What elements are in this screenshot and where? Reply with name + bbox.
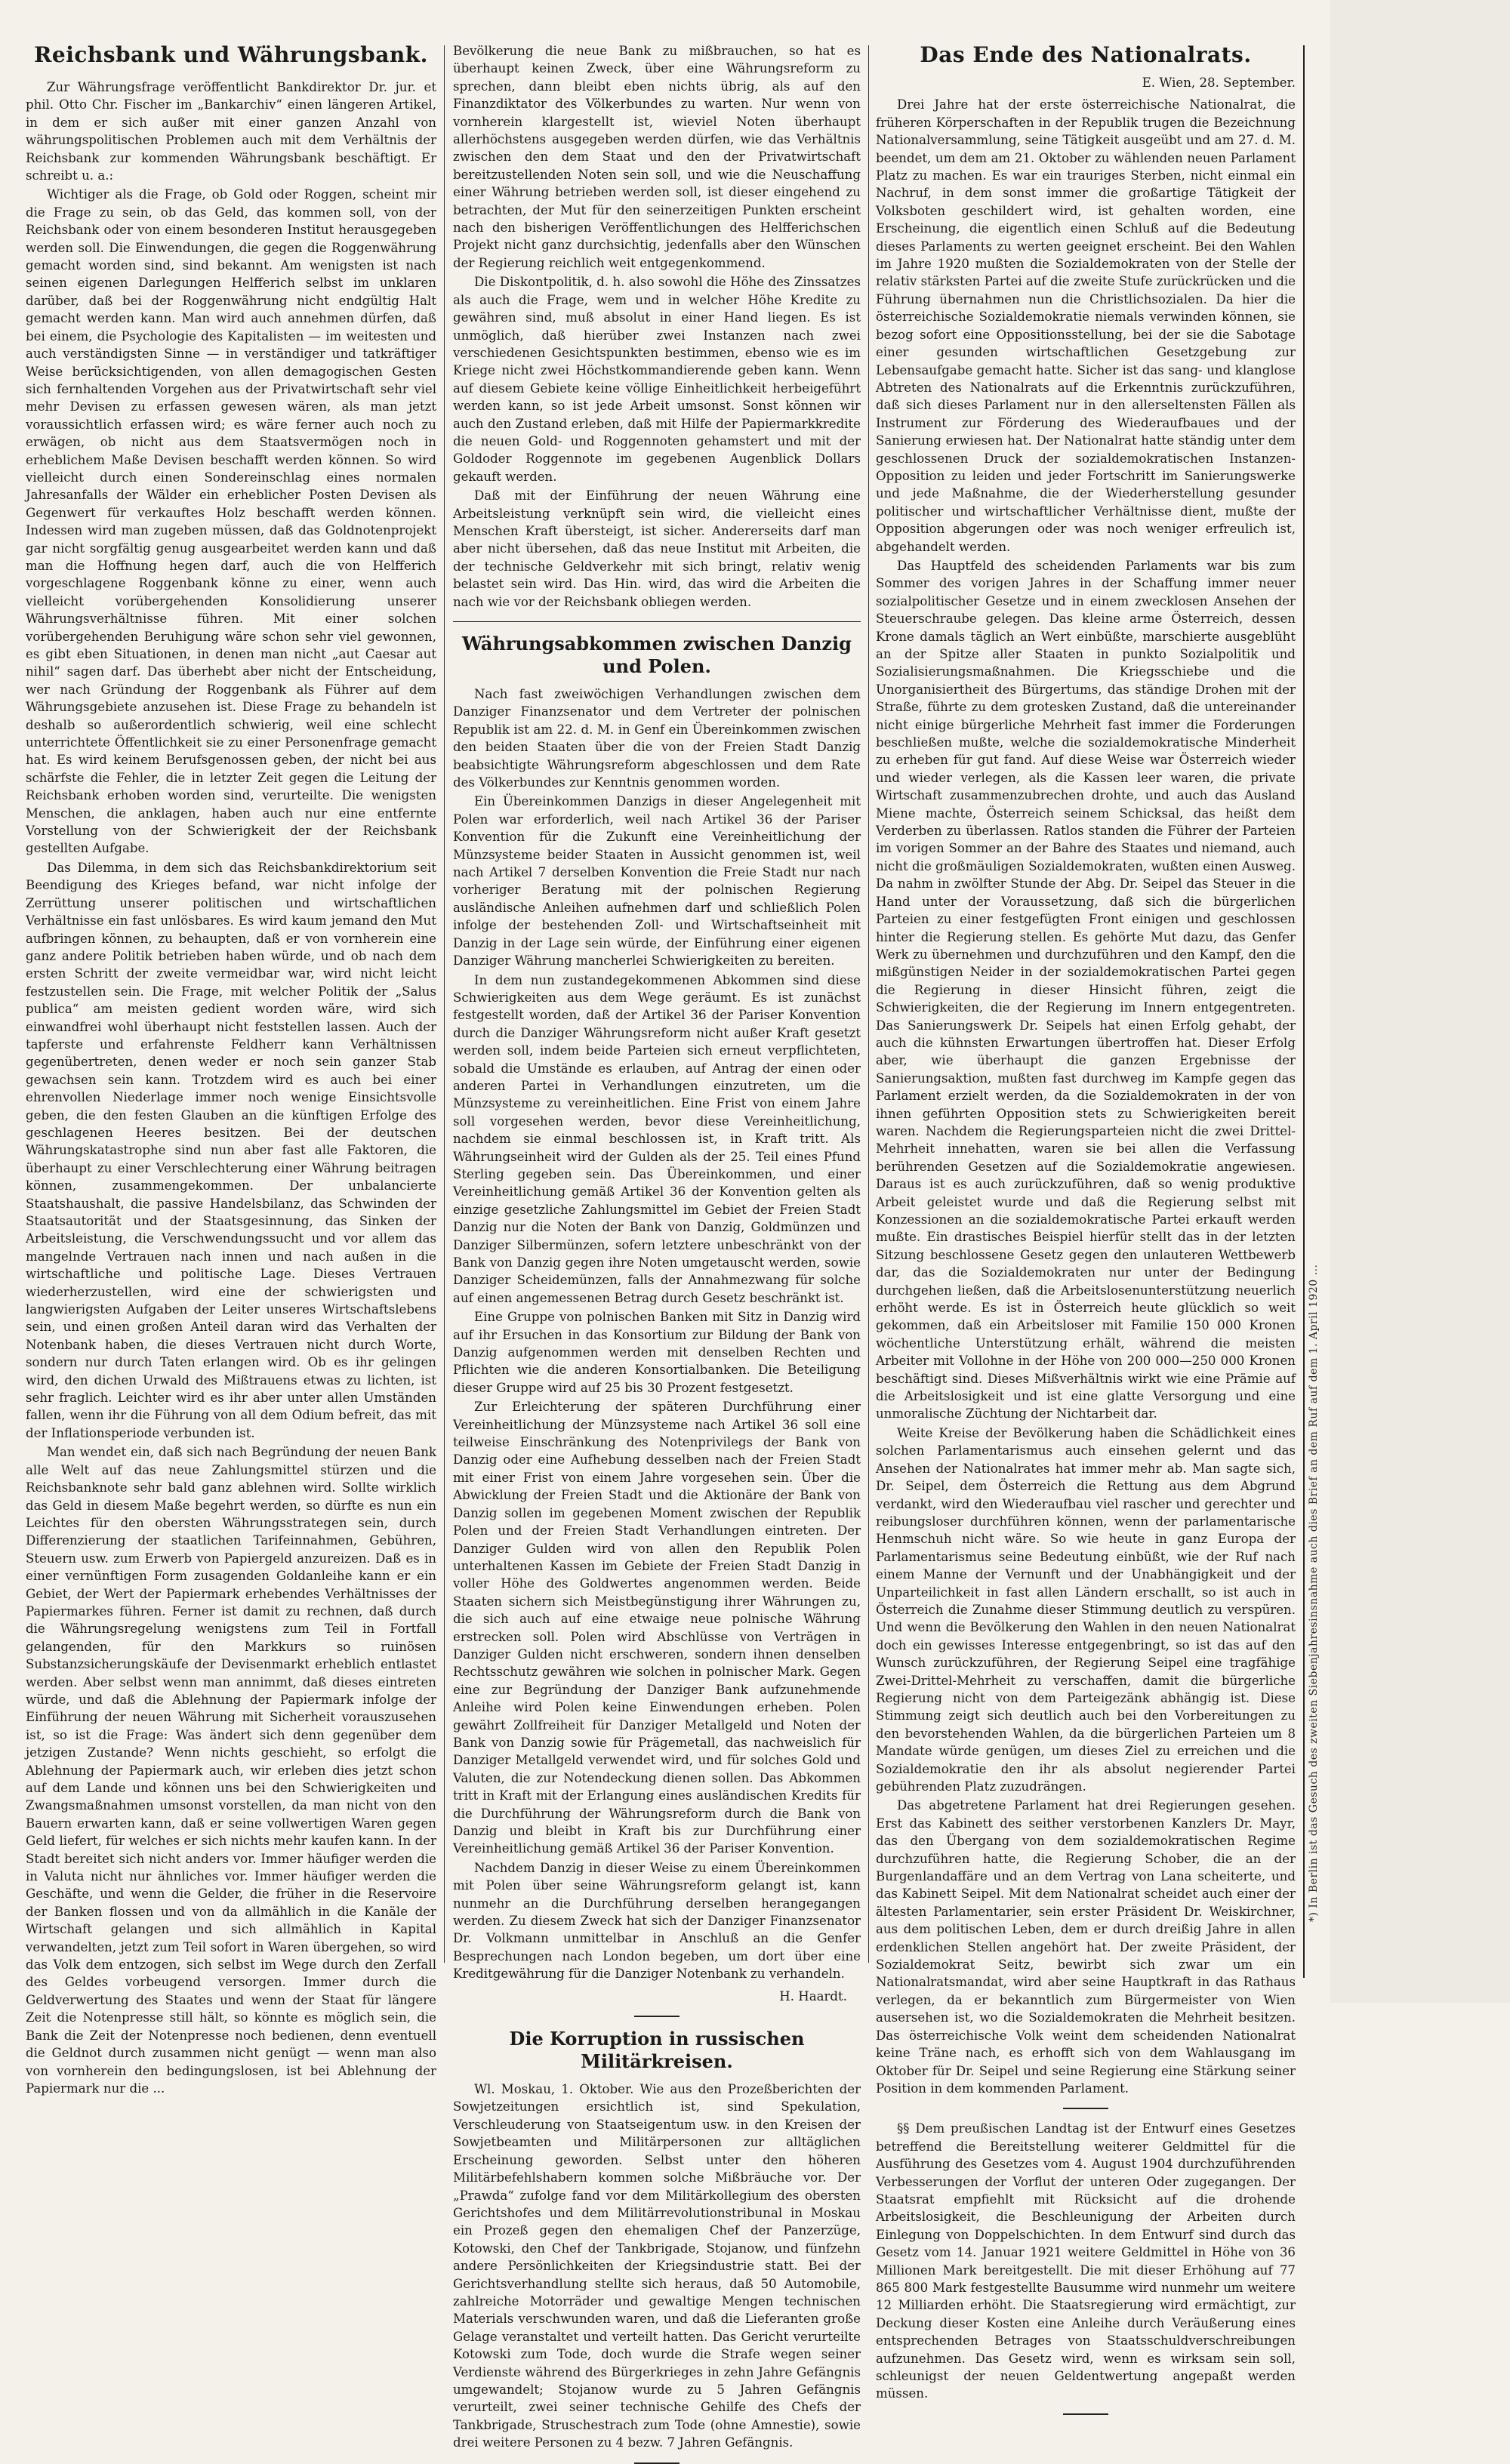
paragraph: In dem nun zustandegekommenen Abkommen sind diese Schwierigkeiten aus dem Wege geräumt. Es ist zunächst festgestellt worden, daß der Artikel 36 der Pariser Konvention durch die Danziger Währungsreform nicht außer Kraft gesetzt werden soll, indem beide Parteien sich erneut verpflichteten, sobald die Umstände es erlauben, auf Antrag der einen oder anderen Partei in Verhandlungen einzutreten, um die Münzsysteme zu vereinheitlichen. Eine Frist von einem Jahre soll vorgesehen werden, bevor diese Vereinheitlichung, nachdem sie einmal beschlossen ist, in Kraft tritt. Als Währungseinheit wird der Gulden als der 25. Teil eines Pfund Sterling gegeben sein. Das Übereinkommen, und einer Vereinheitlichung gemäß Artikel 36 der Konvention gelten als einzige gesetzliche Zahlungsmittel im Gebiet der Freien Stadt Danzig nur die Noten der Bank von Danzig, Goldmünzen und Danziger Silbermünzen, sofern letztere unbeschränkt von der Bank von Danzig gegen ihre Noten umgetauscht werden, sowie Danziger Scheidemünzen, falls der Annahmezwang für solche auf einen angemessenen Betrag durch Gesetz beschränkt ist. xyxy=(453,972,861,1305)
paragraph: Daß mit der Einführung der neuen Währung eine Arbeitsleistung verknüpft sein wird, die vielleicht eines Menschen Kraft übersteigt, ist sicher. Andererseits darf man aber nicht übersehen, daß das neue Institut mit Arbeiten, die der technische Geldverkehr mit sich bringt, relativ wenig belastet sein wird. Das Hin. wird, das wird die Arbeiten die nach wie vor der Reichsbank obliegen werden. xyxy=(453,488,861,609)
section-rule xyxy=(453,621,861,622)
column-middle xyxy=(453,42,861,2450)
column-left xyxy=(26,42,436,2096)
paragraph: Bevölkerung die neue Bank zu mißbrauchen, so hat es überhaupt keinen Zweck, über eine Währungsreform zu sprechen, dann bleibt eben nichts übrig, als auf den Finanzdiktator des Völkerbundes zu warten. Nur wenn von vornherein klargestellt ist, wieviel Noten überhaupt allerhöchstens ausgegeben werden dürfen, wie das Verhältnis zwischen den dem Staat und den der Privatwirtschaft bereitzustellenden Noten sein soll, und wie die Neuschaffung einer Währung betrieben werden soll, ist dieser eingehend zu betrachten, der Mut für den seinerzeitigen Punkten erscheint nach den bisherigen Veröffentlichungen des Helfferichschen Projekt nicht ganz durchsichtig, jedenfalls aber den Wünschen der Regierung reichlich weit entgegenkommend. xyxy=(453,44,861,270)
paragraph: Zur Erleichterung der späteren Durchführung einer Vereinheitlichung der Münzsysteme nach Artikel 36 soll eine teilweise Einschränkung des Notenprivilegs der Bank von Danzig oder eine Aufhebung desselben nach der Freien Stadt mit einer Frist von einem Jahre vorgesehen sein. Über die Abwicklung der Freien Stadt und die Aktionäre der Bank von Danzig sollen im gegebenen Moment zwischen der Republik Polen und der Freien Stadt Verhandlungen eintreten. Der Danziger Gulden wird von allen den Republik Polen unterhaltenen Kassen im Gebiete der Freien Stadt Danzig in voller Höhe des Goldwertes angenommen werden. Beide Staaten sichern sich Meistbegünstigung ihrer Währungen zu, die sich auch auf eine etwaige neue polnische Währung erstrecken soll. Polen wird Abschlüsse von Verträgen in Danziger Gulden nicht erschweren, sondern ihnen denselben Rechtsschutz gewähren wie solchen in polnischer Mark. Gegen eine zur Begründung der Danziger Bank aufzunehmende Anleihe wird Polen keine Einwendungen erheben. Polen gewährt Zollfreiheit für Danziger Metallgeld und Noten der Bank von Danzig sowie für Prägemetall, das nachweislich für Danziger Metallgeld verwendet wird, und für solches Gold und Valuten, die zur Notendeckung dienen sollen. Das Abkommen tritt in Kraft mit der Erlangung eines ausländischen Kredits für die Durchführung der Währungsreform durch die Bank von Danzig und bleibt in Kraft bis zur Durchführung einer Vereinheitlichung gemäß Artikel 36 der Pariser Konvention. xyxy=(453,1400,861,1856)
article-title-danzig: Währungsabkommen zwischen Danzig und Polen. xyxy=(462,633,852,677)
dateline: E. Wien, 28. September. xyxy=(1142,75,1296,90)
rotated-edge-text xyxy=(1305,72,1329,1930)
paragraph: Man wendet ein, daß sich nach Begründung der neuen Bank alle Welt auf das neue Zahlungsmittel stürzen und die Reichsbanknote sehr bald ganz ablehnen wird. Sollte wirklich das Geld in diesem Maße begehrt werden, so dürfte es nun ein Leichtes für den obersten Währungsstrategen sein, durch Differenzierung der staatlichen Tarifeinnahmen, Gebühren, Steuern usw. zum Erwerb von Papiergeld anzureizen. Daß es in einer vernünftigen Form zusagenden Goldanleihe kann er ein Gebiet, der Wert der Papiermark erhebendes Verhältnisses der Papiermarkes führen. Ferner ist damit zu rechnen, daß durch die Währungsregelung wenigstens zum Teil in Fortfall gelangenden, für den Markkurs so ruinösen Substanzsicherungskäufe der Devisenmarkt erheblich entlastet werden. Aber selbst wenn man annimmt, daß dieses eintreten würde, und daß die Ablehnung der Papiermark infolge der Einführung der neuen Währung mit Sicherheit vorauszusehen ist, so ist die Frage: Was ändert sich denn gegenüber dem jetzigen Zustande? Wenn nichts geschieht, so erfolgt die Ablehnung der Papiermark auch, wir erleben dies jetzt schon auf dem Lande und können uns bei den Schwierigkeiten und Zwangsmaßnahmen umsonst vorstellen, da man nicht von den Bauern erwarten kann, daß er seine vollwertigen Waren gegen Geld liefert, für welches er sich nichts mehr kaufen kann. In der Stadt bereitet sich nicht anders vor. Immer häufiger werden die in Valuta nicht nur ähnliches vor. Immer häufiger werden die Geschäfte, und wenn die Gelder, die früher in die Reservoire der Banken flossen und von da allmählich in die Kanäle der Wirtschaft gelangen und sich allmählich in Kapital verwandelten, jetzt zum Teil sofort in Waren übergehen, so wird das Volk dem entzogen, sich selbst im Wege durch den Zerfall des Geldes vorbeugend versorgen. Immer durch die Geldverwertung des Staates und wenn der Staat für längere Zeit die Notenpresse still hält, so könnte es möglich sein, die Bank die Zeit der Notenpresse noch bedienen, denn eventuell die Geldnot durch zusammen nicht genügt — wenn man also von vornherein den bedingungslosen, ist bei Ablehnung der Papiermark nur die ... xyxy=(26,1445,436,2096)
article-title-reichsbank: Reichsbank und Währungsbank. xyxy=(34,42,428,67)
paragraph: Wl. Moskau, 1. Oktober. Wie aus den Prozeßberichten der Sowjetzeitungen ersichtlich ist, sind Spekulation, Verschleuderung von Staatseigentum usw. in den Kreisen der Sowjetbeamten und Militärpersonen zur alltäglichen Erscheinung geworden. Selbst unter den höheren Militärbefehlshabern kommen solche Mißbräuche vor. Der „Prawda“ zufolge fand vor dem Militärkollegium des obersten Gerichtshofes und dem Militärrevolutionstribunal in Moskau ein Prozeß gegen den ehemaligen Chef der Panzerzüge, Kotowski, den Chef der Tankbrigade, Stojanow, und fünfzehn andere Persönlichkeiten der Kriegsindustrie statt. Bei der Gerichtsverhandlung stellte sich heraus, daß 50 Automobile, zahlreiche Motorräder und gewaltige Mengen technischen Materials verschwunden waren, und daß die Lieferanten große Gelage veranstaltet und verteilt hatten. Das Gericht verurteilte Kotowski zum Tode, doch wurde die Strafe wegen seiner Verdienste während des Bürgerkrieges in zehn Jahre Gefängnis umgewandelt; Stojanow wurde zu 5 Jahren Gefängnis verurteilt, zwei seiner technische Gehilfe des Chefs der Tankbrigade, Struschestrach zum Tode (ohne Amnestie), sowie drei weitere Personen zu 4 bezw. 7 Jahren Gefängnis. xyxy=(453,2082,861,2450)
section-rule xyxy=(634,2016,680,2017)
section-rule xyxy=(634,2462,680,2464)
article-title-korruption: Die Korruption in russischen Militärkreisen. xyxy=(509,2028,805,2073)
paragraph: Nach fast zweiwöchigen Verhandlungen zwischen dem Danziger Finanzsenator und dem Vertreter der polnischen Republik ist am 22. d. M. in Genf ein Übereinkommen zwischen den beiden Staaten über die von der Freien Stadt Danzig beabsichtigte Währungsreform abgeschlossen und dem Rate des Völkerbundes zur Kenntnis genommen worden. xyxy=(453,687,861,790)
paragraph: Ein Übereinkommen Danzigs in dieser Angelegenheit mit Polen war erforderlich, weil nach Artikel 36 der Pariser Konvention für die Zukunft eine Vereinheitlichung der Münzsysteme beider Staaten in Aussicht genommen ist, weil nach Artikel 7 derselben Konvention die Freie Stadt nur nach vorheriger Beratung mit der polnischen Regierung ausländische Anleihen aufnehmen darf und schließlich Polen infolge der bestehenden Zoll- und Wirtschaftseinheit mit Danzig in der Lage sein würde, der Einführung einer eigenen Danziger Währung mancherlei Schwierigkeiten zu bereiten. xyxy=(453,794,861,969)
edge-text: *) In Berlin ist das Gesuch des zweiten Siebenjahresinsnahme auch dies Brief an dem Ruf auf dem 1. April 1920 ... xyxy=(1308,1264,1320,1922)
paragraph: Eine Gruppe von polnischen Banken mit Sitz in Danzig wird auf ihr Ersuchen in das Konsortium zur Bildung der Bank von Danzig aufgenommen werden mit denselben Rechten und Pflichten wie die anderen Konsortialbanken. Die Beteiligung dieser Gruppe wird auf 25 bis 30 Prozent festgesetzt. xyxy=(453,1310,861,1395)
column-right xyxy=(876,42,1296,2401)
note-paragraph: §§ Dem preußischen Landtag ist der Entwurf eines Gesetzes betreffend die Bereitstellung weiterer Geldmittel für die Ausführung des Gesetzes vom 4. August 1904 durchzuführenden Verbesserungen der Vorflut der unteren Oder zugegangen. Der Staatsrat empfiehlt mit Rücksicht auf die drohende Arbeitslosigkeit, die Beschleunigung der Arbeiten durch Einlegung von Doppelschichten. In dem Entwurf sind durch das Gesetz vom 14. Januar 1921 weitere Geldmittel in Höhe von 36 Millionen Mark bereitgestellt. Die mit dieser Erhöhung auf 77 865 800 Mark festgestellte Bausumme wird nunmehr um weitere 12 Milliarden erhöht. Die Staatsregierung wird ermächtigt, zur Deckung dieser Kosten eine Anleihe durch Veräußerung eines entsprechenden Betrages von Staatsschuldverschreibungen aufzunehmen. Das Gesetz wird, wenn es wirksam sein soll, schleunigst der neuen Geldentwertung angepaßt werden müssen. xyxy=(876,2121,1296,2401)
blank-margin xyxy=(1330,0,1510,2003)
section-rule xyxy=(1063,2413,1108,2415)
paragraph: Das Hauptfeld des scheidenden Parlaments war bis zum Sommer des vorigen Jahres in der Schaffung immer neuer sozialpolitischer Gesetze und in einem zwecklosen Ansehen der Steuerschraube gelegen. Das kleine arme Österreich, dessen Krone damals täglich an Wert einbüßte, marschierte ausgeblüht an der Spitze aller Staaten in punkto Sozialpolitik und Sozialisierungsmaßnahmen. Die Kriegsschiebe und die Unorganisiertheit des Bürgertums, das ständige Drohen mit der Straße, führte zu dem grotesken Zustand, daß die untereinander nicht einige bürgerliche Mehrheit fast immer die Forderungen beschließen mußte, welche die sozialdemokratische Minderheit zu erheben für gut fand. Auf diese Weise war Österreich wieder und wieder verlegen, als die Kassen leer waren, die private Wirtschaft zusammenzubrechen drohte, und auch das Ausland Miene machte, Österreich seinem Schicksal, das heißt dem Verderben zu überlassen. Ratlos standen die Führer der Parteien im vorigen Sommer an der Bahre des Staates und niemand, auch nicht die großmäuligen Sozialdemokraten, wußten einen Ausweg. Da nahm in zwölfter Stunde der Abg. Dr. Seipel das Steuer in die Hand unter der Voraussetzung, daß sich die bürgerlichen Parteien zu einer festgefügten Front einigen und geschlossen hinter die Regierung stellen. Es gehörte Mut dazu, das Genfer Werk zu übernehmen und durchzuführen und den Kampf, den die mißgünstigen Neider in der sozialdemokratischen Partei gegen die Regierung in dieser Hinsicht führen, zeigt die Schwierigkeiten, die der Regierung im Innern entgegentreten. Das Sanierungswerk Dr. Seipels hat einen Erfolg gehabt, der auch die kühnsten Erwartungen übertroffen hat. Dieser Erfolg aber, wie überhaupt die ganzen Ergebnisse der Sanierungsaktion, mußten fast durchweg im Kampfe gegen das Parlament erzielt werden, da die Sozialdemokraten in der von ihnen geführten Opposition stets zu Schwierigkeiten bereit waren. Nachdem die Regierungsparteien nicht die zwei Drittel-Mehrheit innehatten, waren sie bei allen die Verfassung berührenden Gesetzen auf die Sozialdemokratie angewiesen. Daraus ist es auch zurückzuführen, daß so wenig produktive Arbeit geleistet wurde und daß die Regierung selbst mit Konzessionen an die sozialdemokratische Partei erkauft werden mußte. Ein drastisches Beispiel hierfür stellt das in der letzten Sitzung beschlossene Gesetz gegen den unlauteren Wettbewerb dar, das die Sozialdemokraten nur unter der Bedingung durchgehen ließen, daß die Arbeitslosenunterstützung neuerlich erhöht werde. Es ist in Österreich heute glücklich so weit gekommen, daß ein Arbeitsloser mit Familie 150 000 Kronen wöchentliche Unterstützung erhält, während die meisten Arbeiter mit Vollohne in der Höhe von 200 000—250 000 Kronen beschäftigt sind. Dieses Mißverhältnis wirkt wie eine Prämie auf die Arbeitslosigkeit und ist eine glatte Versorgung und eine unmoralische Züchtung der Nichtarbeit dar. xyxy=(876,558,1296,1421)
article-title-nationalrat: Das Ende des Nationalrats. xyxy=(920,42,1252,67)
paragraph: Drei Jahre hat der erste österreichische Nationalrat, die früheren Körperschaften in der Republik trugen die Bezeichnung Nationalversammlung, seine Tätigkeit ausgeübt und am 27. d. M. beendet, um dem am 21. Oktober zu wählenden neuen Parlament Platz zu machen. Es war ein trauriges Sterben, nicht einmal ein Nachruf, in dem sonst immer die großartige Tätigkeit der Volksboten geschildert wird, ist gehalten worden, eine Erscheinung, die eigentlich einen Schluß auf die Bedeutung dieses Parlaments zu werten geeignet erscheint. Bei den Wahlen im Jahre 1920 mußten die Sozialdemokraten von der Stelle der relativ stärksten Partei auf die zweite Stufe zurückrücken und die Führung übernahmen nun die Christlichsozialen. Da hier die österreichische Sozialdemokratie niemals verwinden können, sie bezog sofort eine Oppositionsstellung, bei der sie die Sabotage einer gesunden wirtschaftlichen Gesetzgebung zur Lebensaufgabe gemacht hatte. Sicher ist das sang- und klanglose Abtreten des Nationalrats auf die Erkenntnis zurückzuführen, daß sich dieses Parlament nur in den allerseltensten Fällen als Instrument zur Förderung des Wiederaufbaues und der Sanierung erwiesen hat. Der Nationalrat hatte ständig unter dem geschlossenen Druck der sozialdemokratischen Instanzen-Opposition zu leiden und jeder Fortschritt im Sanierungswerke und jede Maßnahme, die der Wiederherstellung gesunder politischer und wirtschaftlicher Verhältnisse dient, mußte der Opposition abgerungen oder was noch weniger erfreulich ist, abgehandelt werden. xyxy=(876,97,1296,554)
paragraph: Wichtiger als die Frage, ob Gold oder Roggen, scheint mir die Frage zu sein, ob das Geld, das kommen soll, von der Reichsbank oder von einem besonderen Institut herausgegeben werden soll. Die Einwendungen, die gegen die Roggenwährung gemacht worden sind, sind bekannt. Am wenigsten ist nach seinen eigenen Darlegungen Helfferich selbst im unklaren darüber, daß bei der Roggenwährung nicht endgültig Halt gemacht werden kann. Man wird auch annehmen dürfen, daß bei einem, die Psychologie des Kapitalisten — im weitesten und auch verständigsten Sinne — in verständiger und tatkräftiger Weise berücksichtigenden, von allen demagogischen Gesten sich fernhaltenden Vorgehen aus der Privatwirtschaft sehr viel mehr Devisen zu erfassen gewesen wären, als man jetzt voraussichtlich erfassen wird; es wäre ferner auch noch zu erwägen, ob nicht aus dem Staatsvermögen noch in erheblichem Maße Devisen beschafft werden können. So wird vielleicht durch einen Sondereinschlag eines normalen Jahresanfalls der Wälder ein erheblicher Posten Devisen als Gegenwert für verkauftes Holz beschafft werden können. Indessen wird man zugeben müssen, daß das Goldnotenprojekt gar nicht sorgfältig genug ausgearbeitet werden kann und daß man die Hoffnung hegen darf, auch die von Helfferich vorgeschlagene Roggenbank könne zu einer, wenn auch vielleicht vorübergehenden Konsolidierung unserer Währungsverhältnisse führen. Mit einer solchen vorübergehenden Beruhigung wäre schon sehr viel gewonnen, es gibt eben Situationen, in denen man nicht „aut Caesar aut nihil“ sagen darf. Das überhebt aber nicht der Entscheidung, wer nach Gründung der Roggenbank als Führer auf dem Währungsgebiete anzusehen ist. Diese Frage zu behandeln ist deshalb so außerordentlich schwierig, weil eine schlecht unterrichtete Öffentlichkeit sie zu einer Personenfrage gemacht hat. Es wird keinem Berufsgenossen geben, der nicht bei aus schärfste die Fehler, die in letzter Zeit gegen die Leitung der Reichsbank erhoben worden sind, verurteilte. Die wenigsten Menschen, die anklagen, haben auch nur eine entfernte Vorstellung von der Schwierigkeit der der Reichsbank gestellten Aufgabe. xyxy=(26,187,436,856)
paragraph: Weite Kreise der Bevölkerung haben die Schädlichkeit eines solchen Parlamentarismus auch einsehen gelernt und das Ansehen der Nationalrates hat immer mehr ab. Man sagte sich, Dr. Seipel, dem Österreich die Rettung aus dem Abgrund verdankt, wird den Wiederaufbau viel rascher und gerechter und reibungsloser durchführen können, wenn der parlamentarische Henmschuh nicht wäre. So wie heute in ganz Europa der Parlamentarismus seine Bedeutung einbüßt, wie der Ruf nach einem Manne der Vernunft und der Unabhängigkeit und der Unparteilichkeit in fast allen Ländern erschallt, so ist auch in Österreich die Zunahme dieser Stimmung deutlich zu verspüren. Und wenn die Bevölkerung den Wahlen in den neuen Nationalrat doch ein gewisses Interesse entgegenbringt, so ist das auf den Wunsch zurückzuführen, der Regierung Seipel eine tragfähige Zwei-Drittel-Mehrheit zu verschaffen, damit die bürgerliche Regierung nicht von dem Parteigezänk abhängig ist. Diese Stimmung zeigt sich deutlich auch bei den Vorbereitungen zu den bevorstehenden Wahlen, da die bürgerlichen Parteien um 8 Mandate würde genügen, um dieses Ziel zu erreichen und die Sozialdemokratie den ihr als absolut negierender Partei gebührenden Platz zuzudrängen. xyxy=(876,1425,1296,1794)
paragraph: Zur Währungsfrage veröffentlicht Bankdirektor Dr. jur. et phil. Otto Chr. Fischer im „Bankarchiv“ einen längeren Artikel, in dem er sich außer mit einer ganzen Anzahl von währungspolitischen Problemen auch mit dem Verhältnis der Reichsbank zur kommenden Währungsbank beschäftigt. Er schreibt u. a.: xyxy=(26,80,436,183)
author-byline: H. Haardt. xyxy=(779,1988,847,2004)
paragraph: Das Dilemma, in dem sich das Reichsbankdirektorium seit Beendigung des Krieges befand, war nicht infolge der Zerrüttung unserer politischen und wirtschaftlichen Verhältnisse ein fast unlösbares. Es wird kaum jemand den Mut aufbringen können, zu behaupten, daß er von vornherein eine ganz andere Politik betrieben haben würde, und ob nach dem ersten Schritt der zweite vermeidbar war, wird nicht leicht festzustellen sein. Die Frage, mit welcher Politik der „Salus publica“ am meisten gedient worden wäre, wird sich einwandfrei wohl überhaupt nicht feststellen lassen. Auch der tapferste und erfahrenste Feldherr kann Verhältnissen gegenübertreten, denen weder er noch sein ganzer Stab gewachsen sein kann. Trotzdem wird es auch bei einer ehrenvollen Niederlage immer noch wenige Einsichtsvolle geben, die den festen Glauben an die künftigen Erfolge des geschlagenen Heeres besitzen. Bei der deutschen Währungskatastrophe sind nun aber fast alle Faktoren, die überhaupt zu einer Verschlechterung einer Währung beitragen können, zusammengekommen. Der unbalancierte Staatshaushalt, die passive Handelsbilanz, das Schwinden der Staatsautorität und der Staatsgesinnung, das Sinken der Arbeitsleistung, die Verschwendungssucht und vor allem das mangelnde Vertrauen nach innen und nach außen in die wirtschaftliche und politische Lage. Dieses Vertrauen wiederherzustellen, wird eine der schwierigsten und langwierigsten Aufgaben der Leiter unseres Wirtschaftslebens sein, und einen großen Anteil daran wird das Verhalten der Notenbank haben, die dieses Vertrauen nicht durch Worte, sondern nur durch Taten erlangen wird. Ob es ihr gelingen wird, den dichen Urwald des Mißtrauens etwas zu lichten, ist sehr fraglich. Leichter wird es ihr aber unter allen Umständen fallen, wenn ihr die Führung von all dem Odium befreit, das mit der Inflationsperiode verbunden ist. xyxy=(26,860,436,1440)
section-rule xyxy=(1063,2108,1108,2109)
paragraph: Die Diskontpolitik, d. h. also sowohl die Höhe des Zinssatzes als auch die Frage, wem und in welcher Höhe Kredite zu gewähren sind, muß absolut in einer Hand liegen. Es ist unmöglich, daß hierüber zwei Instanzen nach zwei verschiedenen Gesichtspunkten bestimmen, ebenso wie es im Kriege nicht zwei Höchstkommandierende geben kann. Wenn auf diesem Gebiete keine völlige Einheitlichkeit herbeigeführt werden kann, so ist jede Arbeit umsonst. Sonst können wir auch den Zustand erleben, daß mit Hilfe der Papiermarkkredite die neuen Gold- und Roggennoten gehamstert und mit der Goldoder Roggennote im gegebenen Augenblick Dollars gekauft werden. xyxy=(453,275,861,484)
paragraph: Nachdem Danzig in dieser Weise zu einem Übereinkommen mit Polen über seine Währungsreform gelangt ist, kann nunmehr an die Durchführung derselben herangegangen werden. Zu diesem Zweck hat sich der Danziger Finanzsenator Dr. Volkmann unmittelbar in Anschluß an die Genfer Besprechungen nach London begeben, um dort über eine Kreditgewährung für die Danziger Notenbank zu verhandeln. xyxy=(453,1860,861,1982)
column-divider xyxy=(444,45,445,1963)
column-divider xyxy=(868,45,869,1963)
paragraph: Das abgetretene Parlament hat drei Regierungen gesehen. Erst das Kabinett des seither verstorbenen Kanzlers Dr. Mayr, das den Übergang von dem sozialdemokratischen Regime durchzuführen hatte, die Regierung Schober, die an der Burgenlandaffäre und an dem Vertrag von Lana scheiterte, und das Kabinett Seipel. Mit dem Nationalrat scheidet auch einer der ältesten Parlamentarier, sein erster Präsident Dr. Weiskirchner, aus dem politischen Leben, dem er durch dreißig Jahre in allen erdenklichen Stellen angehört hat. Der zweite Präsident, der Sozialdemokrat Seitz, bewirbt sich zwar um ein Nationalratsmandat, wird aber seine Hauptkraft in das Rathaus verlegen, da er bekanntlich zum Bürgermeister von Wien ausersehen ist, wo die Sozialdemokraten die Mehrheit besitzen. Das österreichische Volk weint dem scheidenden Nationalrat keine Träne nach, es erhofft sich von dem Wahlausgang im Oktober für Dr. Seipel und seine Regierung eine Stärkung seiner Position in dem kommenden Parlament. xyxy=(876,1798,1296,2096)
